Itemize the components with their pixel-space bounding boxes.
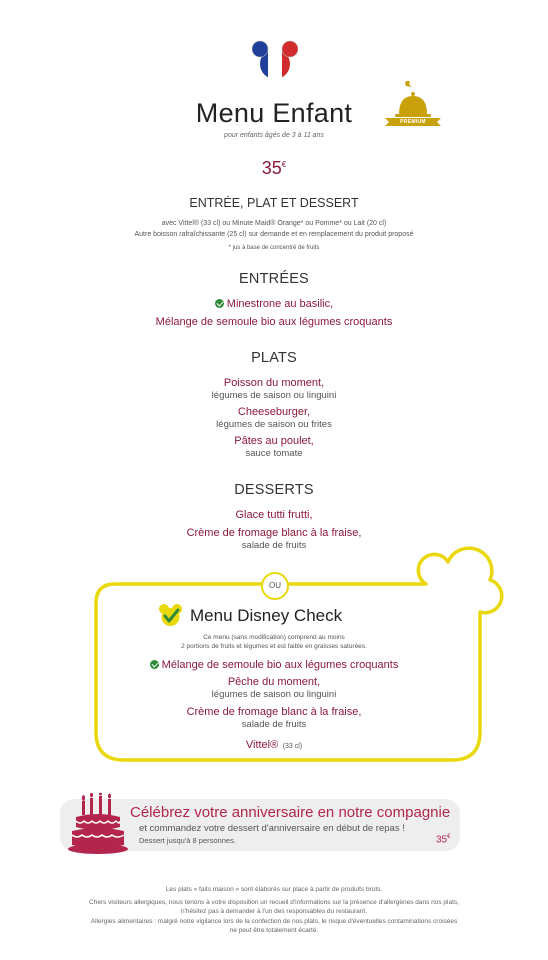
disney-check-info: Ce menu (sans modification) comprend au moins xyxy=(203,634,345,641)
birthday-note: Dessert jusqu'à 8 personnes. xyxy=(139,836,236,845)
footer-line: Les plats « faits maison » sont élaborés sur place à partir de produits bruts. xyxy=(165,886,383,893)
disney-check-drink: Vittel® (33 cl) xyxy=(245,739,303,751)
disney-check-item: Crème de fromage blanc à la fraise, xyxy=(186,706,362,718)
plat-desc: légumes de saison ou linguini xyxy=(211,390,337,401)
premium-badge xyxy=(383,80,443,128)
footer-line: n'hésitez pas à demander à l'un des responsables du restaurant. xyxy=(180,908,368,915)
page-title: Menu Enfant xyxy=(195,98,353,128)
or-circle: OU xyxy=(261,572,289,600)
premium-label: PREMIUM xyxy=(400,119,426,125)
birthday-heading: Célébrez votre anniversaire en notre compagnie xyxy=(130,804,451,821)
plats-heading: PLATS xyxy=(251,350,297,366)
dessert-item: Glace tutti frutti, xyxy=(235,509,313,521)
footer-line: ne peut être totalement écarté. xyxy=(229,927,319,934)
disney-check-desc: légumes de saison ou linguini xyxy=(211,689,337,700)
entrees-heading: ENTRÉES xyxy=(239,271,309,287)
vegetarian-icon xyxy=(150,660,159,669)
intro-heading: ENTRÉE, PLAT ET DESSERT xyxy=(189,196,359,210)
intro-drinks: avec Vittel® (33 cl) ou Minute Maid® Orange* ou Pomme* ou Lait (20 cl) xyxy=(161,220,387,227)
disney-check-desc: salade de fruits xyxy=(241,719,307,730)
disney-check-icon xyxy=(158,602,184,628)
entree-item: Mélange de semoule bio aux légumes croquants xyxy=(155,316,393,328)
menu-price: 35€ xyxy=(261,158,287,178)
page-subtitle: pour enfants âgés de 3 à 11 ans xyxy=(224,132,324,139)
plat-desc: sauce tomate xyxy=(245,448,303,459)
plat-desc: légumes de saison ou frites xyxy=(216,419,332,430)
mickey-france-flag-icon xyxy=(252,40,298,80)
dessert-desc: salade de fruits xyxy=(241,540,307,551)
intro-note: * jus à base de concentré de fruits xyxy=(228,245,320,251)
footer-line: Allergies alimentaires : malgré notre vigilance lors de la confection de nos plats, le risque d'éventuelles contaminations croisées xyxy=(90,918,458,925)
disney-check-title: Menu Disney Check xyxy=(190,606,343,625)
birthday-line: et commandez votre dessert d'anniversaire en début de repas ! xyxy=(139,823,405,834)
disney-check-item: Pêche du moment, xyxy=(227,676,321,688)
vegetarian-icon xyxy=(215,299,224,308)
birthday-cake-icon xyxy=(66,793,130,855)
disney-check-item: Mélange de semoule bio aux légumes croquants xyxy=(0,659,548,672)
entree-item: Minestrone au basilic, xyxy=(0,298,548,311)
birthday-price: 35€ xyxy=(436,834,451,846)
intro-alt-drink: Autre boisson rafraîchissante (25 cl) sur demande et en remplacement du produit proposé xyxy=(134,231,414,238)
desserts-heading: DESSERTS xyxy=(234,482,314,498)
plat-item: Pâtes au poulet, xyxy=(234,435,314,447)
footer-line: Chers visiteurs allergiques, nous tenons à votre disposition un recueil d'informations sur la présence d'allergènes dans nos plats, xyxy=(89,899,459,906)
dessert-item: Crème de fromage blanc à la fraise, xyxy=(186,527,362,539)
plat-item: Poisson du moment, xyxy=(223,377,325,389)
disney-check-info: 2 portions de fruits et légumes et est faible en graisses saturées. xyxy=(181,643,367,650)
plat-item: Cheeseburger, xyxy=(237,406,311,418)
